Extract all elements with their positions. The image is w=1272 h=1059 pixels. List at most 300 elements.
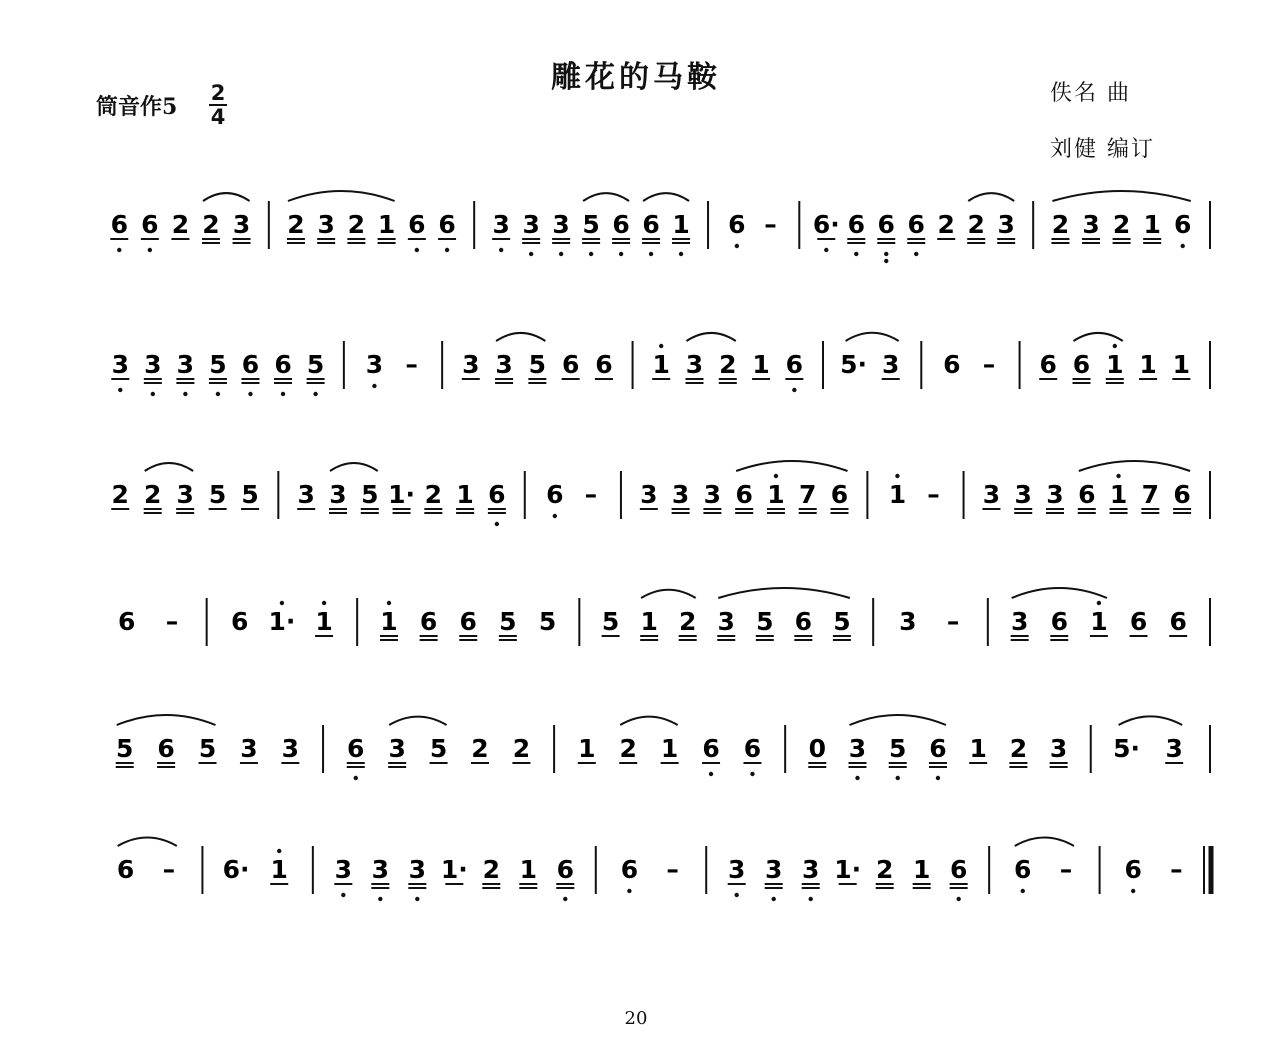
note xyxy=(209,480,227,509)
note xyxy=(785,350,803,392)
slur xyxy=(850,715,946,725)
note-digit: 6 xyxy=(274,350,292,379)
note xyxy=(1139,350,1157,379)
note xyxy=(830,480,848,513)
note-digit: 6 xyxy=(1124,855,1142,884)
low-octave-dot xyxy=(936,776,940,780)
note-digit: 3 xyxy=(240,734,258,763)
arranger-credit: 刘健 编订 xyxy=(1050,137,1155,162)
note-digit: 5 xyxy=(833,607,851,636)
note xyxy=(794,607,812,640)
slur xyxy=(203,193,250,201)
note xyxy=(408,210,426,252)
low-octave-dot xyxy=(854,252,858,256)
note xyxy=(441,855,468,884)
note xyxy=(1113,734,1140,763)
high-octave-dot xyxy=(387,601,391,605)
note-digit: 3 xyxy=(388,734,406,763)
note-digit: 2 xyxy=(111,480,129,509)
note-digit: 5· xyxy=(1113,734,1141,763)
measure xyxy=(347,734,531,780)
note xyxy=(424,480,442,513)
note-digit: 6 xyxy=(556,855,574,884)
note xyxy=(640,607,658,640)
note-digit: 5 xyxy=(528,350,547,379)
measure xyxy=(117,855,175,884)
note-digit: 6 xyxy=(1078,480,1096,509)
high-octave-dot xyxy=(659,344,663,348)
note xyxy=(371,855,389,901)
note xyxy=(703,480,721,513)
note xyxy=(315,601,333,636)
low-octave-dot xyxy=(792,388,796,392)
note xyxy=(495,350,513,383)
note xyxy=(1170,855,1183,884)
note-digit: 6 xyxy=(847,210,865,239)
note xyxy=(889,474,906,509)
note-digit: 1 xyxy=(912,855,931,884)
note xyxy=(640,480,658,509)
note-digit: 1 xyxy=(1090,607,1108,636)
note xyxy=(666,855,679,884)
note-digit: 3 xyxy=(492,210,510,239)
note xyxy=(176,480,194,513)
note-digit: – xyxy=(666,855,679,884)
note-digit: 1· xyxy=(268,607,296,636)
note-digit: 7 xyxy=(1141,480,1160,509)
note-digit: – xyxy=(584,480,598,509)
note-digit: 3 xyxy=(365,350,384,379)
note-digit: 0 xyxy=(808,734,826,763)
note-digit: 3 xyxy=(848,734,867,763)
note xyxy=(672,480,690,513)
note xyxy=(756,607,774,640)
note xyxy=(157,734,175,767)
note-digit: 3 xyxy=(281,734,300,763)
measure xyxy=(118,607,178,636)
measure xyxy=(492,210,690,256)
note xyxy=(1173,480,1191,513)
measure xyxy=(366,350,418,388)
slur xyxy=(641,590,696,598)
note xyxy=(686,350,704,383)
note xyxy=(1082,210,1100,243)
note xyxy=(889,734,907,780)
note xyxy=(907,210,925,256)
low-octave-dot xyxy=(354,776,358,780)
note-digit: 6 xyxy=(1129,607,1148,636)
note xyxy=(539,607,556,636)
note-digit: 5 xyxy=(756,607,774,636)
note xyxy=(176,350,194,396)
note-digit: 1· xyxy=(440,855,468,884)
note xyxy=(274,350,292,396)
slur xyxy=(496,333,545,341)
note xyxy=(882,350,900,379)
note-digit: 6 xyxy=(141,210,159,239)
note xyxy=(1060,855,1073,884)
note xyxy=(307,350,325,396)
note-digit: 3 xyxy=(522,210,540,239)
note-digit: 2 xyxy=(347,210,366,239)
note xyxy=(456,480,474,513)
note xyxy=(652,344,670,379)
measure xyxy=(899,607,959,636)
time-signature-top: 2 xyxy=(210,81,226,105)
note xyxy=(528,350,546,383)
note-digit: 5 xyxy=(306,350,325,379)
note-digit: – xyxy=(982,350,996,379)
note xyxy=(223,855,250,884)
note-digit: – xyxy=(927,480,940,509)
note xyxy=(347,210,365,243)
measure xyxy=(546,480,597,518)
measure xyxy=(728,855,968,901)
measure xyxy=(380,601,556,640)
low-octave-dot xyxy=(896,776,900,780)
note-digit: 6 xyxy=(347,734,365,763)
note xyxy=(1110,474,1128,513)
slur xyxy=(1012,588,1107,598)
note-digit: 5 xyxy=(582,210,600,239)
note xyxy=(317,210,335,243)
note xyxy=(672,210,690,256)
note xyxy=(877,210,895,263)
note xyxy=(556,855,574,901)
note xyxy=(1143,210,1161,243)
note xyxy=(1039,350,1057,379)
slur xyxy=(389,717,446,725)
low-octave-dot xyxy=(248,392,252,396)
measure xyxy=(1124,855,1182,893)
note-digit: 6 xyxy=(794,607,813,636)
note-digit: – xyxy=(1059,855,1073,884)
high-octave-dot xyxy=(1113,344,1117,348)
measure xyxy=(621,855,679,893)
note-digit: 1 xyxy=(660,734,679,763)
note-digit: 2 xyxy=(1051,210,1070,239)
note xyxy=(499,607,517,640)
note-digit: 3 xyxy=(317,210,335,239)
measure xyxy=(602,607,851,640)
note-digit: 6 xyxy=(1169,607,1187,636)
slur xyxy=(1074,333,1123,341)
note xyxy=(231,607,248,636)
note xyxy=(240,734,258,763)
note xyxy=(111,480,129,509)
note-digit: 3 xyxy=(334,855,353,884)
note xyxy=(661,734,679,763)
slur xyxy=(736,461,847,471)
note-digit: 3 xyxy=(329,480,347,509)
note-digit: 2 xyxy=(937,210,955,239)
note-digit: 6 xyxy=(110,210,128,239)
note-digit: 3 xyxy=(997,210,1015,239)
note xyxy=(929,734,947,780)
note xyxy=(1073,350,1091,383)
note xyxy=(967,210,985,243)
note xyxy=(462,350,480,379)
note-digit: 6 xyxy=(1014,855,1032,884)
note-digit: 6 xyxy=(1072,350,1091,379)
note xyxy=(241,350,259,396)
note-digit: 6 xyxy=(929,734,947,763)
low-octave-dot xyxy=(884,252,888,256)
low-octave-dot xyxy=(553,514,557,518)
note-digit: 2 xyxy=(1112,210,1131,239)
note-digit: 3 xyxy=(371,855,390,884)
note xyxy=(163,855,176,884)
low-octave-dot xyxy=(415,897,419,901)
low-octave-dot xyxy=(415,248,419,252)
note-digit: 3 xyxy=(111,350,129,379)
note xyxy=(1130,607,1148,636)
note-digit: 1 xyxy=(1172,350,1191,379)
note xyxy=(171,210,189,239)
note xyxy=(728,855,746,897)
note-digit: 6 xyxy=(1039,350,1057,379)
slur xyxy=(1015,838,1074,846)
note-digit: 1· xyxy=(834,855,862,884)
measure xyxy=(889,474,940,509)
low-octave-dot xyxy=(649,252,653,256)
note xyxy=(582,210,600,256)
note-digit: 3 xyxy=(232,210,251,239)
slur xyxy=(583,193,629,201)
slur xyxy=(643,193,689,201)
score-row xyxy=(111,333,1210,396)
low-octave-dot xyxy=(619,252,623,256)
note xyxy=(743,734,761,776)
note-digit: 3 xyxy=(1046,480,1064,509)
note xyxy=(552,210,570,256)
note-digit: 6· xyxy=(812,210,840,239)
note-digit: 6 xyxy=(642,210,660,239)
note-digit: 1 xyxy=(456,480,474,509)
note xyxy=(1172,350,1190,379)
note-digit: – xyxy=(764,210,777,239)
low-octave-dot xyxy=(884,259,888,263)
note xyxy=(166,607,179,636)
measure xyxy=(840,350,900,379)
note-digit: 3 xyxy=(462,350,480,379)
note xyxy=(813,210,840,252)
measure xyxy=(982,474,1191,513)
slur xyxy=(1119,716,1183,725)
note xyxy=(834,855,861,884)
note-digit: 6 xyxy=(949,855,968,884)
note-digit: 3 xyxy=(495,350,513,379)
note-digit: 6 xyxy=(408,210,426,239)
measure xyxy=(334,855,574,901)
slur xyxy=(1052,191,1190,201)
note-digit: 1 xyxy=(1139,350,1157,379)
note-digit: 2 xyxy=(482,855,501,884)
note-digit: 2 xyxy=(202,210,220,239)
note-digit: 2 xyxy=(512,734,531,763)
note-digit: 1 xyxy=(380,607,398,636)
note-digit: 1 xyxy=(888,480,907,509)
note-digit: 3 xyxy=(882,350,900,379)
note xyxy=(913,855,931,888)
note xyxy=(492,210,510,252)
page-number: 20 xyxy=(624,1008,648,1029)
note xyxy=(1090,601,1108,636)
note-digit: 6 xyxy=(907,210,925,239)
note-digit: 1 xyxy=(652,350,670,379)
note xyxy=(116,734,134,767)
note-digit: 1 xyxy=(270,855,288,884)
measure xyxy=(640,474,849,513)
note-digit: 3 xyxy=(899,607,917,636)
note-digit: 6· xyxy=(222,855,250,884)
note-digit: 1 xyxy=(519,855,538,884)
note-digit: 1· xyxy=(388,480,416,509)
note xyxy=(378,210,396,243)
note xyxy=(388,734,406,767)
low-octave-dot xyxy=(735,893,739,897)
note xyxy=(642,210,660,256)
note xyxy=(111,350,129,392)
note-digit: 5 xyxy=(538,607,557,636)
note xyxy=(1009,734,1027,767)
low-octave-dot xyxy=(750,772,754,776)
note-digit: 5 xyxy=(601,607,620,636)
note xyxy=(471,734,489,763)
note-digit: 3 xyxy=(1010,607,1029,636)
slur xyxy=(330,463,378,471)
note-digit: 3 xyxy=(671,480,690,509)
note xyxy=(1165,734,1183,763)
note xyxy=(270,849,288,884)
slur xyxy=(117,715,216,725)
low-octave-dot xyxy=(1021,889,1025,893)
note xyxy=(728,210,745,248)
low-octave-dot xyxy=(151,392,155,396)
slur xyxy=(118,838,177,846)
low-octave-dot xyxy=(563,897,567,901)
composer-credit: 佚名 曲 xyxy=(1050,81,1131,106)
low-octave-dot xyxy=(148,248,152,252)
note-digit: 1 xyxy=(672,210,690,239)
note-digit: 2 xyxy=(424,480,443,509)
note xyxy=(764,210,777,239)
measure xyxy=(231,601,333,636)
note xyxy=(735,480,753,513)
slur xyxy=(288,191,395,201)
note-digit: 6 xyxy=(419,607,438,636)
note-digit: – xyxy=(946,607,960,636)
note xyxy=(405,350,418,379)
note xyxy=(347,734,365,780)
low-octave-dot xyxy=(1131,889,1135,893)
note xyxy=(366,350,383,388)
measure xyxy=(808,734,1067,780)
note-digit: 2 xyxy=(171,210,190,239)
note xyxy=(522,210,540,256)
note-digit: 3 xyxy=(685,350,704,379)
note xyxy=(297,480,315,509)
note xyxy=(380,601,398,640)
low-octave-dot xyxy=(341,893,345,897)
low-octave-dot xyxy=(808,897,812,901)
measure xyxy=(728,210,777,248)
note xyxy=(983,350,996,379)
note-digit: 1 xyxy=(1106,350,1124,379)
note-digit: 1 xyxy=(377,210,396,239)
note-digit: – xyxy=(405,350,418,379)
note xyxy=(595,350,613,379)
slur xyxy=(1079,461,1190,471)
note xyxy=(388,480,415,513)
measure xyxy=(116,734,300,767)
note xyxy=(117,855,134,884)
slur xyxy=(145,463,193,471)
measure xyxy=(943,350,995,379)
note-digit: 6 xyxy=(620,855,639,884)
slur xyxy=(687,333,736,341)
note xyxy=(1051,210,1069,243)
low-octave-dot xyxy=(372,384,376,388)
measure xyxy=(297,480,506,526)
note xyxy=(802,855,820,901)
note xyxy=(899,607,916,636)
note-digit: 6 xyxy=(1174,210,1192,239)
measure xyxy=(111,350,324,396)
note xyxy=(519,855,537,888)
low-octave-dot xyxy=(117,248,121,252)
measure xyxy=(813,210,1015,263)
note xyxy=(1174,210,1191,248)
note xyxy=(765,855,783,901)
note xyxy=(1014,855,1031,893)
note-digit: 5 xyxy=(361,480,379,509)
note-digit: 6 xyxy=(877,210,895,239)
note xyxy=(950,855,968,901)
low-octave-dot xyxy=(589,252,593,256)
low-octave-dot xyxy=(499,248,503,252)
note-digit: 5 xyxy=(241,480,259,509)
note xyxy=(1169,607,1187,636)
note-digit: – xyxy=(1170,855,1183,884)
note xyxy=(241,480,259,509)
note xyxy=(621,855,638,893)
note xyxy=(969,734,987,763)
note-digit: 1 xyxy=(1109,480,1128,509)
high-octave-dot xyxy=(280,601,284,605)
note-digit: 6 xyxy=(116,855,135,884)
note xyxy=(578,734,596,763)
low-octave-dot xyxy=(855,776,859,780)
measure xyxy=(1011,601,1188,640)
low-octave-dot xyxy=(495,522,499,526)
note-digit: 6 xyxy=(438,210,456,239)
low-octave-dot xyxy=(627,889,631,893)
note xyxy=(1141,480,1159,513)
high-octave-dot xyxy=(895,474,899,478)
note-digit: 6 xyxy=(830,480,849,509)
note-digit: 3 xyxy=(176,480,194,509)
low-octave-dot xyxy=(824,248,828,252)
note xyxy=(482,855,500,888)
note-digit: 2 xyxy=(471,734,489,763)
note-digit: 3 xyxy=(703,480,722,509)
note xyxy=(1011,607,1029,640)
measure xyxy=(110,210,250,252)
measure xyxy=(1113,734,1183,763)
high-octave-dot xyxy=(1097,601,1101,605)
note-digit: 6 xyxy=(943,350,961,379)
